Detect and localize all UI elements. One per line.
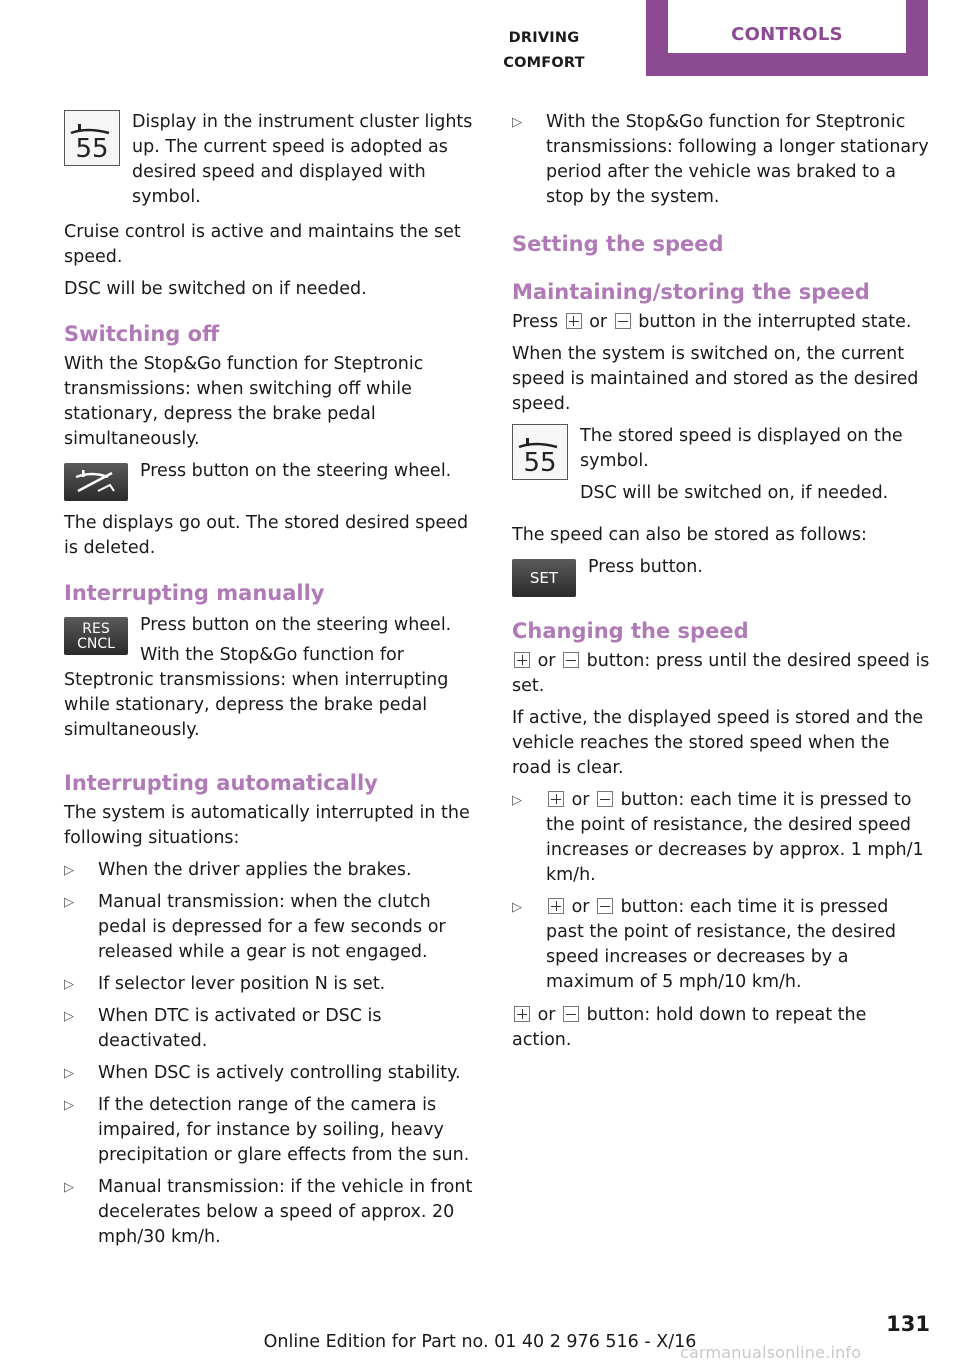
cruise-off-button-icon: [64, 463, 128, 501]
plus-button-icon: [514, 652, 530, 668]
paragraph: or button: press until the desired speed is set.: [512, 651, 930, 696]
speed-display-text: Display in the instrument cluster lights up. The current speed is adopted as desired speed and displayed with symbol.: [132, 112, 473, 207]
speed-display-row: [64, 110, 482, 210]
left-column: [64, 110, 482, 1258]
cruise-off-text: Press button on the steering wheel.: [140, 461, 452, 481]
list-item: ▷ Manual transmission: if the vehicle in front decelerates below a speed of approx. 20 mph/30 km/h.: [64, 1177, 473, 1247]
set-row: [512, 555, 930, 597]
triangle-icon: ▷: [64, 863, 74, 878]
plus-button-icon: [566, 313, 582, 329]
paragraph: With the Stop&Go function for Steptronic transmissions: when switching off while stationary, depress the brake pedal simultaneously.: [64, 354, 424, 449]
speed-symbol-icon: [64, 110, 120, 166]
paragraph: The system is automatically interrupted in the following situations:: [64, 803, 470, 848]
subsection-heading: Maintaining/storing the speed: [512, 280, 870, 304]
interruption-list: [64, 858, 482, 1250]
subsection-heading: Changing the speed: [512, 619, 749, 643]
minus-button-icon: [615, 313, 631, 329]
set-button-icon: SET: [512, 559, 576, 597]
list-item: ▷ or button: each time it is pressed to the point of resistance, the desired speed increases or decreases by approx. 1 mph/1 km/h.: [512, 790, 924, 885]
paragraph: When the system is switched on, the current speed is maintained and stored as the desired speed.: [512, 344, 919, 414]
edition-footer: Online Edition for Part no. 01 40 2 976 516 - X/16: [263, 1332, 697, 1352]
paragraph: Press or button in the interrupted state.: [512, 312, 912, 332]
plus-button-icon: [514, 1006, 530, 1022]
paragraph: or button: hold down to repeat the action.: [512, 1005, 867, 1050]
paragraph: DSC will be switched on if needed.: [64, 279, 367, 299]
section-heading: Switching off: [64, 322, 220, 346]
minus-button-icon: [563, 1006, 579, 1022]
speed-value: 55: [75, 134, 109, 164]
cruise-off-row: [64, 459, 482, 501]
stored-speed-row: [512, 424, 930, 513]
list-item: ▷ If the detection range of the camera is impaired, for instance by soiling, heavy precipitation or glare effects from the sun.: [64, 1095, 470, 1165]
section-heading: Interrupting manually: [64, 581, 325, 605]
list-item: ▷ Manual transmission: when the clutch pedal is depressed for a few seconds or released while a gear is not engaged.: [64, 892, 446, 962]
continued-list: [512, 110, 930, 210]
page-number: 131: [886, 1312, 930, 1336]
set-text: Press button.: [588, 557, 703, 577]
dsc-text: DSC will be switched on, if needed.: [580, 483, 889, 503]
res-cncl-button-icon: RES CNCL: [64, 617, 128, 655]
triangle-icon: ▷: [64, 1098, 74, 1113]
watermark: carmanualsonline.info: [680, 1343, 862, 1362]
triangle-icon: ▷: [512, 115, 522, 130]
plus-button-icon: [548, 898, 564, 914]
list-item: ▷ When the driver applies the brakes.: [64, 858, 482, 883]
paragraph: If active, the displayed speed is stored and the vehicle reaches the stored speed when the road is clear.: [512, 708, 924, 778]
plus-button-icon: [548, 791, 564, 807]
speed-symbol-icon: [512, 424, 568, 480]
speed-value: 55: [523, 448, 557, 478]
triangle-icon: ▷: [64, 1180, 74, 1195]
list-item: ▷ or button: each time it is pressed past the point of resistance, the desired speed increases or decreases by a maximum of 5 mph/10 km/h.: [512, 897, 896, 992]
list-item: ▷ When DSC is actively controlling stability.: [64, 1061, 482, 1086]
triangle-icon: ▷: [512, 793, 522, 808]
chapter-tab: [646, 0, 928, 76]
triangle-icon: ▷: [64, 1066, 74, 1081]
section-heading: Setting the speed: [512, 232, 724, 256]
list-item: ▷ With the Stop&Go function for Steptronic transmissions: following a longer stationary period after the vehicle was braked to a stop by the system.: [512, 112, 929, 207]
minus-button-icon: [597, 791, 613, 807]
paragraph: With the Stop&Go function for Steptronic transmissions: when interrupting while stationary, depress the brake pedal simultaneously.: [64, 645, 449, 740]
right-column: [512, 110, 930, 1060]
minus-button-icon: [563, 652, 579, 668]
change-list: [512, 788, 930, 995]
triangle-icon: ▷: [64, 895, 74, 910]
paragraph: The speed can also be stored as follows:: [512, 525, 867, 545]
stored-speed-text: The stored speed is displayed on the symbol.: [580, 426, 903, 471]
paragraph: Cruise control is active and maintains the set speed.: [64, 222, 461, 267]
list-item: ▷ If selector lever position N is set.: [64, 972, 482, 997]
minus-button-icon: [597, 898, 613, 914]
chapter-title: CONTROLS: [731, 24, 843, 45]
running-header-section: DRIVING COMFORT: [503, 30, 585, 71]
res-cncl-text: Press button on the steering wheel.: [140, 615, 452, 635]
list-item: ▷ When DTC is activated or DSC is deactivated.: [64, 1006, 382, 1051]
triangle-icon: ▷: [64, 977, 74, 992]
paragraph: The displays go out. The stored desired speed is deleted.: [64, 513, 469, 558]
triangle-icon: ▷: [64, 1009, 74, 1024]
section-heading: Interrupting automatically: [64, 771, 378, 795]
triangle-icon: ▷: [512, 900, 522, 915]
